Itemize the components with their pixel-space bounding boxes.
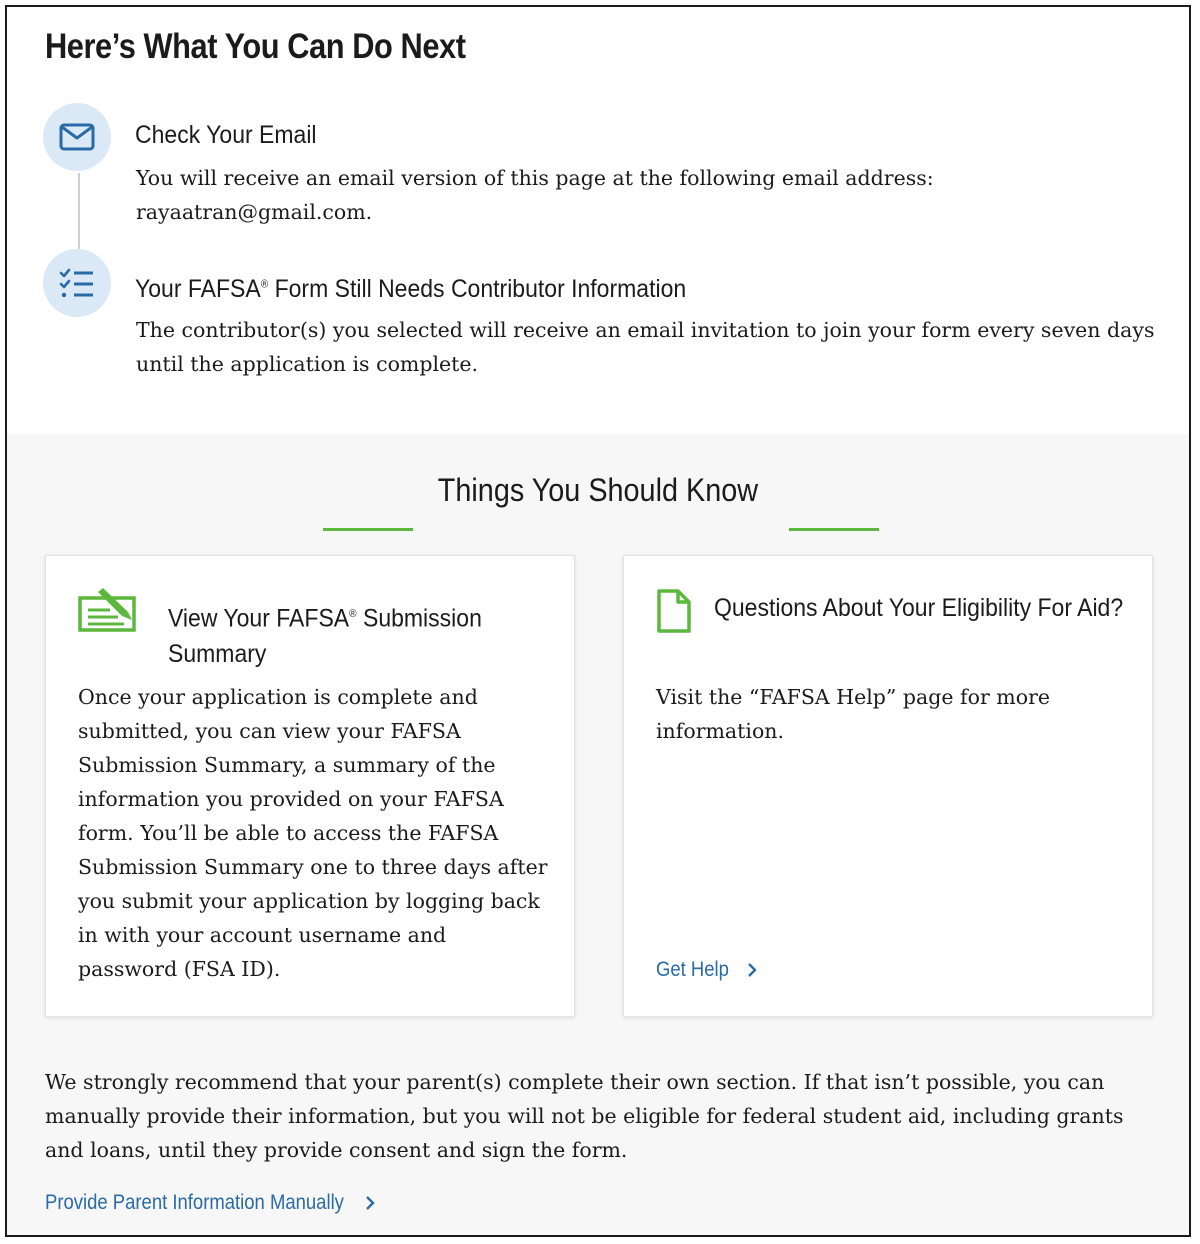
heading-accent-line [323, 528, 413, 531]
chevron-right-icon [365, 1195, 375, 1211]
chevron-right-icon [747, 962, 757, 978]
card-submission-summary [45, 555, 575, 1017]
card-text: Visit the “FAFSA Help” page for more information. [656, 685, 1050, 743]
card-title: Questions About Your Eligibility For Aid? [714, 594, 1124, 622]
document-icon [656, 588, 692, 639]
parent-recommendation-text: We strongly recommend that your parent(s) complete their own section. If that isn’t possible, you can manually provide their information, but you will not be eligible for federal student aid, including grants and loans, until they provide consent and sign the form. [45, 1070, 1124, 1162]
page-title: Here’s What You Can Do Next [45, 27, 466, 66]
card-eligibility-questions [623, 555, 1153, 1017]
step-title: Check Your Email [135, 121, 317, 149]
section-title: Things You Should Know [437, 472, 759, 508]
provide-parent-info-link[interactable]: Provide Parent Information Manually [45, 1191, 375, 1215]
step-title: Your FAFSA® Form Still Needs Contributor Information [135, 275, 687, 303]
card-title: View Your FAFSA® Submission Summary [168, 604, 482, 669]
get-help-link[interactable]: Get Help [656, 958, 757, 982]
edit-document-icon [78, 586, 138, 639]
step-text: You will receive an email version of this page at the following email address: rayaatran@gmail.com. [136, 166, 934, 224]
heading-accent-line [789, 528, 879, 531]
envelope-icon [43, 103, 111, 171]
card-text: Once your application is complete and submitted, you can view your FAFSA Submission Summary, a summary of the information you provided on your FAFSA form. You’ll be able to access the FAFSA Submission Summary one to three days after you submit your application by logging back in with your account username and password (FSA ID). [78, 685, 548, 981]
step-text: The contributor(s) you selected will receive an email invitation to join your form every seven days until the application is complete. [136, 318, 1155, 376]
step-connector [78, 173, 80, 249]
page-frame [5, 5, 1191, 1237]
checklist-icon [43, 249, 111, 317]
